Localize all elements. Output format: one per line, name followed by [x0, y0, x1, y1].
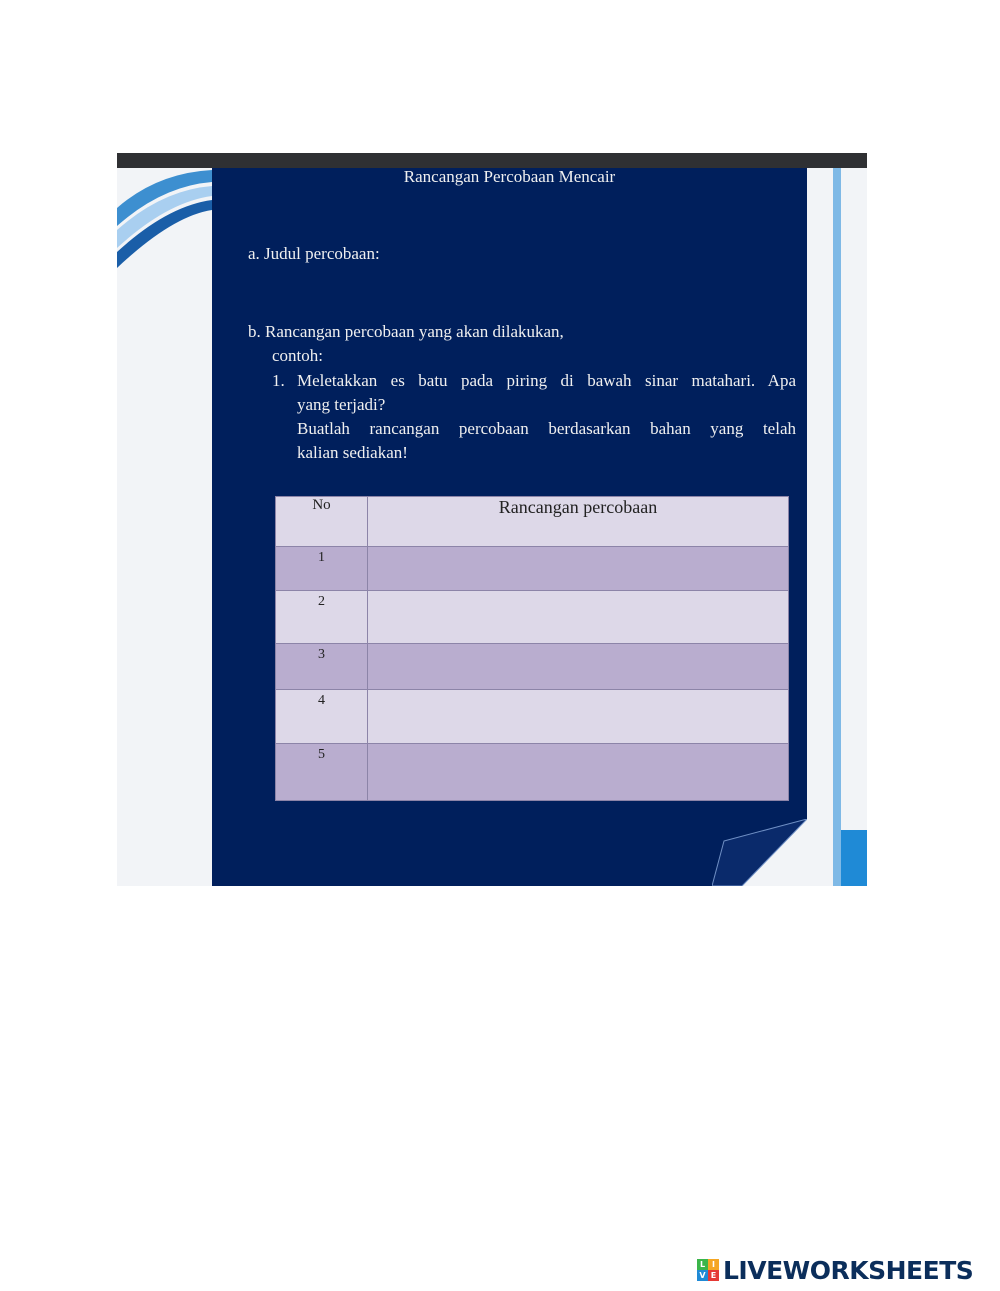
step-1	[272, 369, 796, 465]
page-fold-icon	[712, 819, 807, 886]
answer-cell[interactable]	[368, 744, 789, 801]
step-line: kalian sediakan!	[297, 443, 408, 462]
table-header-row	[276, 497, 789, 547]
answer-cell[interactable]	[368, 547, 789, 591]
row-number: 3	[276, 644, 368, 690]
right-stripe-accent	[841, 830, 867, 886]
item-a-judul: a. Judul percobaan:	[248, 244, 380, 263]
row-number: 5	[276, 744, 368, 801]
table-row	[276, 591, 789, 644]
step-line: Meletakkan es batu pada piring di bawah sinar matahari. Apa	[297, 371, 796, 390]
logo-letter: E	[708, 1270, 719, 1281]
header-rancangan: Rancangan percobaan	[368, 497, 789, 547]
step-number: 1.	[272, 371, 285, 390]
logo-mark-icon	[697, 1259, 719, 1281]
step-line: Buatlah rancangan percobaan berdasarkan bahan yang telah	[297, 419, 796, 438]
worksheet-title: Rancangan Percobaan Mencair	[403, 167, 616, 186]
table-row	[276, 644, 789, 690]
logo-letter: I	[708, 1259, 719, 1270]
wave-decoration-icon	[117, 168, 212, 268]
logo-wordmark: LIVEWORKSHEETS	[723, 1255, 974, 1285]
item-b-contoh: contoh:	[272, 346, 323, 365]
left-decoration	[117, 168, 212, 886]
right-stripe	[833, 168, 841, 886]
item-b-rancangan: b. Rancangan percobaan yang akan dilakukan,	[248, 322, 564, 341]
liveworksheets-logo	[697, 1255, 973, 1285]
step-line: yang terjadi?	[297, 395, 386, 414]
worksheet-image	[117, 153, 867, 886]
design-table	[275, 496, 789, 801]
row-number: 1	[276, 547, 368, 591]
header-no: No	[276, 497, 368, 547]
table-row	[276, 690, 789, 744]
answer-cell[interactable]	[368, 690, 789, 744]
step-body	[297, 369, 796, 465]
table-row	[276, 744, 789, 801]
row-number: 4	[276, 690, 368, 744]
logo-letter: V	[697, 1270, 708, 1281]
row-number: 2	[276, 591, 368, 644]
answer-cell[interactable]	[368, 591, 789, 644]
logo-letter: L	[697, 1259, 708, 1270]
answer-cell[interactable]	[368, 644, 789, 690]
table-row	[276, 547, 789, 591]
